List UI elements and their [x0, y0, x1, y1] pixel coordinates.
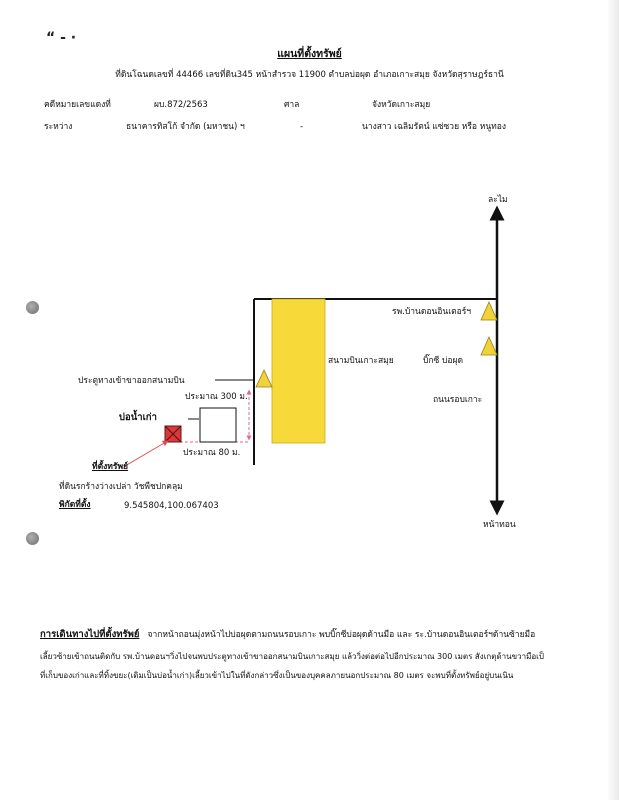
hospital-label: รพ.บ้านดอนอินเตอร์ฯ	[392, 307, 472, 317]
airport-label: สนามบินเกาะสมุย	[328, 356, 394, 366]
north-label: ละไม	[488, 195, 508, 205]
court-name: จังหวัดเกาะสมุย	[372, 100, 431, 110]
plaintiff: ธนาคารทิสโก้ จำกัด (มหาชน) ฯ	[126, 122, 245, 132]
directions-line-1: จากหน้าถอนมุ่งหน้าไปบ่อผุดตามถนนรอบเกาะ พบบิ๊กซีบ่อผุดด้านมือ และ ระ.บ้านดอนอินเตอร์ฯด้านซ้ายมือ	[147, 630, 536, 640]
gate-label: ประตูทางเข้าขาออกสนามบิน	[78, 376, 185, 386]
gate-marker	[256, 370, 272, 387]
road-label: ถนนรอบเกาะ	[433, 395, 483, 405]
directions-line-2: เลี้ยวซ้ายเข้าถนนติดกับ รพ.บ้านดอนฯวิ่งไปจนพบประตูทางเข้าขาออกสนามบินเกาะสมุย แล้ววิ่งต่อต่อไปอีกประมาณ 300 เมตร สังเกตุด้านขวามือเป็	[40, 652, 544, 661]
document-title: แผนที่ตั้งทรัพย์	[277, 48, 342, 60]
property-pointer-line	[125, 442, 166, 466]
old-pond-label: บ่อน้ำเก่า	[119, 412, 157, 423]
scan-mark: “ - ·	[46, 30, 77, 46]
coordinates-value: 9.545804,100.067403	[124, 501, 219, 511]
directions-paragraph	[40, 625, 580, 645]
bigc-marker	[481, 337, 497, 355]
case-number: ผบ.872/2563	[154, 100, 208, 110]
directions-heading: การเดินทางไปที่ตั้งทรัพย์	[40, 629, 140, 640]
court-label: ศาล	[284, 100, 300, 110]
coordinate-label: พิกัดที่ตั้ง	[59, 500, 91, 510]
distance-80-label: ประมาณ 80 ม.	[183, 448, 241, 458]
property-description: ที่ดินรกร้างว่างเปล่า วัชพืชปกคลุม	[59, 482, 183, 492]
distance-300-label: ประมาณ 300 ม.	[185, 392, 248, 402]
defendant: นางสาว เฉลิมรัตน์ แซ่ซวย หรือ หนูทอง	[362, 122, 506, 132]
old-pond-box	[200, 408, 236, 442]
between-label: ระหว่าง	[44, 122, 73, 132]
directions-line-3: ที่เก็บของเก่าและที่ทิ้งขยะ(เดิมเป็นบ่อน้ำเก่า)เลี้ยวเข้าไปในที่ดังกล่าวซึ่งเป็นของบุคคลภายนอกประมาณ 80 เมตร จะพบที่ตั้งทรัพย์อยู่บนเนิน	[40, 671, 514, 680]
case-label: คดีหมายเลขแดงที่	[44, 100, 111, 110]
document-subtitle: ที่ดินโฉนดเลขที่ 44466 เลขที่ดิน345 หน้าสำรวจ 11900 ตำบลบ่อผุด อำเภอเกาะสมุย จังหวัดสุราษฎร์ธานี	[115, 70, 504, 80]
property-label: ที่ตั้งทรัพย์	[92, 462, 129, 472]
hospital-marker	[481, 302, 497, 320]
bigc-label: บิ๊กซี บ่อผุด	[423, 356, 464, 366]
south-label: หน้าทอน	[483, 520, 516, 530]
airport-area	[272, 299, 325, 443]
dash: -	[300, 122, 304, 132]
